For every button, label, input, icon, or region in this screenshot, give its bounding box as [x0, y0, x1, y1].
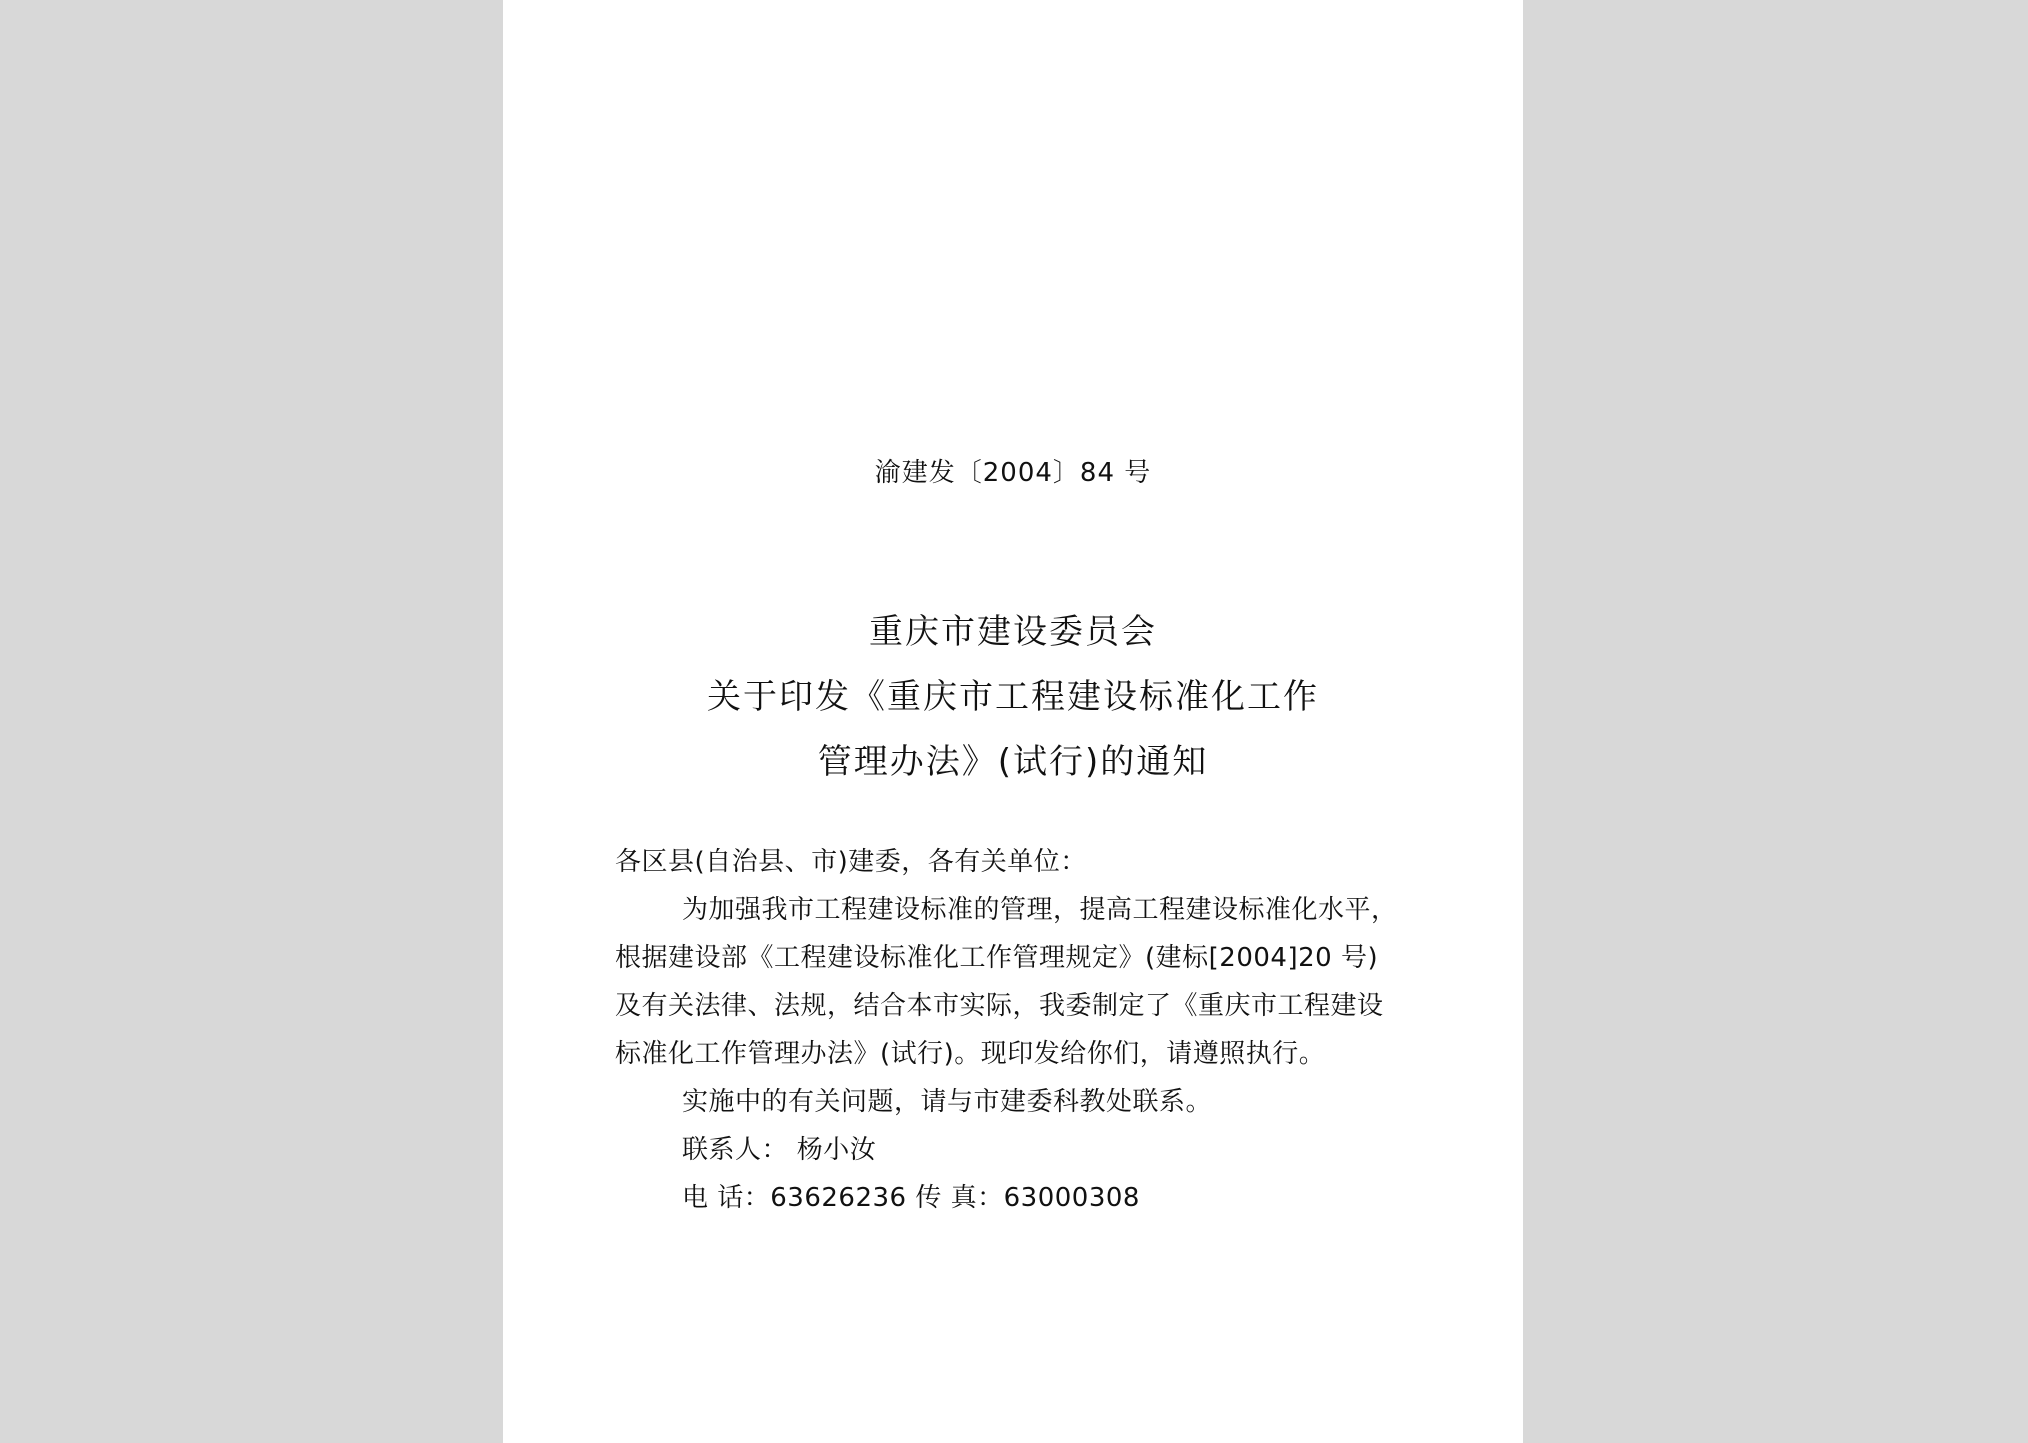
body-line: 及有关法律、法规，结合本市实际，我委制定了《重庆市工程建设	[615, 991, 1384, 1021]
document-page	[503, 0, 1523, 1443]
title-line-3: 管理办法》(试行)的通知	[817, 742, 1209, 782]
document-number: 渝建发〔2004〕84 号	[874, 458, 1152, 488]
body-line: 标准化工作管理办法》(试行)。现印发给你们，请遵照执行。	[615, 1039, 1326, 1069]
document-body	[615, 838, 1435, 1222]
title-line-1: 重庆市建设委员会	[869, 612, 1157, 652]
body-line: 实施中的有关问题，请与市建委科教处联系。	[682, 1087, 1213, 1117]
contact-person: 联系人： 杨小汝	[682, 1135, 877, 1165]
title-line-2: 关于印发《重庆市工程建设标准化工作	[707, 677, 1319, 717]
contact-phone-fax: 电 话：63626236 传 真：63000308	[682, 1183, 1140, 1213]
document-title	[503, 600, 1523, 795]
salutation: 各区县(自治县、市)建委，各有关单位：	[615, 847, 1087, 877]
body-line: 根据建设部《工程建设标准化工作管理规定》(建标[2004]20 号)	[615, 943, 1379, 973]
body-line: 为加强我市工程建设标准的管理，提高工程建设标准化水平，	[682, 895, 1398, 925]
